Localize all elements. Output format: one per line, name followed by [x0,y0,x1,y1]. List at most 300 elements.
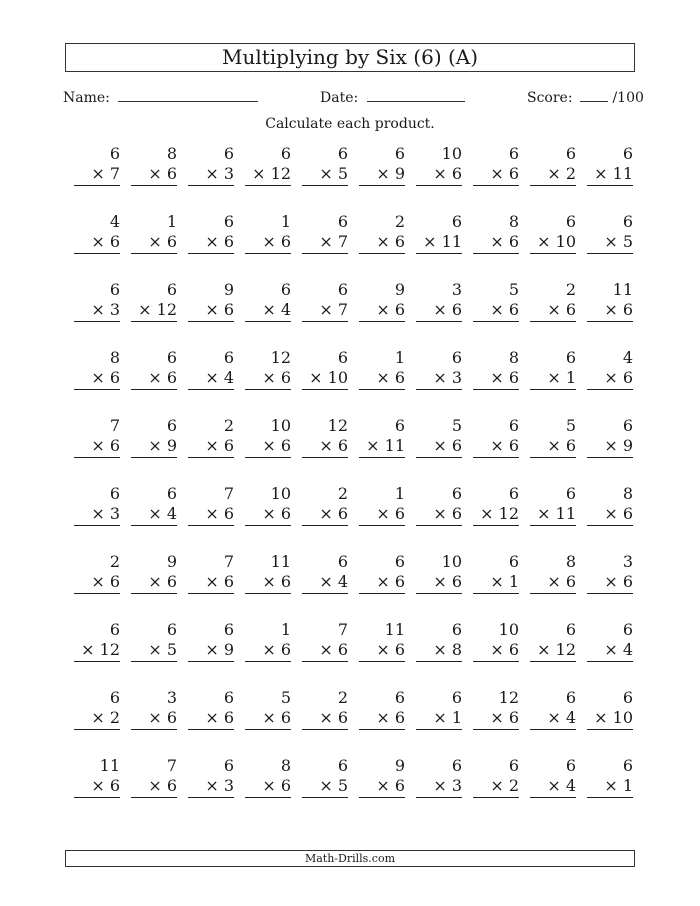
multiplier: × 11 [416,232,462,254]
multiplicand: 2 [223,416,234,435]
name-field [63,87,258,106]
multiplication-problem [587,144,633,186]
problem-row [74,756,633,824]
multiplier: × 6 [416,572,462,594]
multiplication-problem [302,688,348,730]
multiplication-problem [302,552,348,594]
multiplicand: 6 [109,620,120,639]
multiplier: × 1 [473,572,519,594]
multiplicand: 12 [327,416,348,435]
multiplicand: 2 [394,212,405,231]
multiplicand: 6 [223,212,234,231]
multiplication-problem [188,212,234,254]
multiplication-problem [188,144,234,186]
multiplicand: 6 [451,620,462,639]
multiplication-problem [530,212,576,254]
multiplier: × 5 [302,776,348,798]
multiplier: × 12 [74,640,120,662]
multiplication-problem [530,416,576,458]
problem-row [74,484,633,552]
multiplicand: 6 [565,756,576,775]
multiplicand: 10 [441,552,462,571]
multiplicand: 6 [337,552,348,571]
multiplication-problem [245,688,291,730]
multiplicand: 6 [508,756,519,775]
multiplicand: 6 [166,348,177,367]
multiplicand: 8 [280,756,291,775]
multiplicand: 6 [166,484,177,503]
multiplier: × 6 [245,504,291,526]
multiplicand: 6 [109,280,120,299]
multiplicand: 6 [565,348,576,367]
multiplicand: 11 [270,552,291,571]
multiplicand: 6 [223,348,234,367]
problem-row [74,416,633,484]
multiplicand: 6 [109,144,120,163]
multiplication-problem [245,280,291,322]
multiplier: × 2 [473,776,519,798]
multiplication-problem [473,688,519,730]
multiplicand: 2 [337,688,348,707]
multiplier: × 6 [302,640,348,662]
multiplier: × 6 [359,368,405,390]
multiplicand: 6 [622,212,633,231]
multiplier: × 10 [302,368,348,390]
multiplier: × 6 [587,300,633,322]
multiplicand: 3 [166,688,177,707]
multiplication-problem [359,348,405,390]
multiplication-problem [416,416,462,458]
multiplicand: 1 [280,620,291,639]
footer-brand: Math-Drills.com [65,850,635,867]
multiplier: × 1 [416,708,462,730]
multiplier: × 2 [530,164,576,186]
multiplicand: 8 [508,348,519,367]
multiplier: × 10 [530,232,576,254]
multiplicand: 6 [451,688,462,707]
multiplicand: 1 [280,212,291,231]
problem-row [74,688,633,756]
multiplication-problem [302,280,348,322]
multiplicand: 1 [394,348,405,367]
multiplier: × 6 [131,572,177,594]
multiplicand: 10 [270,484,291,503]
multiplier: × 6 [131,708,177,730]
multiplier: × 6 [473,368,519,390]
multiplicand: 10 [270,416,291,435]
multiplicand: 11 [99,756,120,775]
multiplication-problem [473,620,519,662]
multiplier: × 6 [188,300,234,322]
multiplier: × 6 [245,572,291,594]
multiplicand: 6 [394,416,405,435]
score-field [527,87,644,106]
multiplication-problem [530,756,576,798]
multiplication-problem [131,212,177,254]
multiplication-problem [131,620,177,662]
multiplier: × 6 [302,436,348,458]
multiplier: × 9 [587,436,633,458]
multiplicand: 6 [565,620,576,639]
multiplication-problem [131,280,177,322]
multiplication-problem [302,348,348,390]
score-total: /100 [612,90,644,106]
multiplier: × 6 [587,504,633,526]
multiplication-problem [302,144,348,186]
multiplication-problem [359,212,405,254]
multiplier: × 6 [359,232,405,254]
multiplication-problem [131,756,177,798]
multiplication-problem [188,756,234,798]
multiplicand: 6 [451,348,462,367]
problem-row [74,620,633,688]
multiplicand: 3 [622,552,633,571]
multiplicand: 7 [337,620,348,639]
multiplication-problem [416,688,462,730]
multiplicand: 2 [109,552,120,571]
multiplication-problem [74,144,120,186]
multiplicand: 2 [565,280,576,299]
multiplier: × 12 [245,164,291,186]
multiplier: × 6 [131,776,177,798]
multiplier: × 6 [302,504,348,526]
multiplier: × 6 [188,504,234,526]
multiplicand: 6 [337,756,348,775]
multiplier: × 11 [359,436,405,458]
multiplier: × 6 [416,436,462,458]
multiplier: × 4 [302,572,348,594]
multiplication-problem [530,484,576,526]
multiplier: × 5 [302,164,348,186]
problem-row [74,212,633,280]
multiplicand: 6 [565,144,576,163]
multiplicand: 9 [394,280,405,299]
multiplicand: 7 [166,756,177,775]
multiplier: × 11 [530,504,576,526]
multiplication-problem [473,144,519,186]
multiplier: × 2 [74,708,120,730]
multiplier: × 6 [74,572,120,594]
multiplication-problem [587,552,633,594]
multiplicand: 5 [451,416,462,435]
multiplicand: 9 [223,280,234,299]
multiplicand: 6 [508,484,519,503]
multiplication-problem [530,688,576,730]
multiplication-problem [245,348,291,390]
multiplication-problem [530,552,576,594]
multiplication-problem [587,620,633,662]
multiplier: × 1 [530,368,576,390]
multiplication-problem [131,416,177,458]
multiplicand: 6 [451,756,462,775]
multiplication-problem [188,348,234,390]
multiplicand: 9 [166,552,177,571]
worksheet-title: Multiplying by Six (6) (A) [65,43,635,72]
multiplication-problem [74,620,120,662]
multiplier: × 7 [302,300,348,322]
multiplication-problem [473,280,519,322]
multiplication-problem [359,416,405,458]
multiplicand: 12 [498,688,519,707]
multiplier: × 4 [530,776,576,798]
multiplication-problem [245,212,291,254]
multiplication-problem [416,280,462,322]
multiplier: × 6 [359,572,405,594]
multiplicand: 3 [451,280,462,299]
multiplicand: 6 [508,144,519,163]
multiplication-problem [530,280,576,322]
multiplication-problem [587,212,633,254]
name-label: Name: [63,90,110,106]
multiplier: × 3 [416,368,462,390]
multiplier: × 6 [473,708,519,730]
multiplicand: 6 [280,280,291,299]
multiplication-problem [131,348,177,390]
multiplication-problem [473,416,519,458]
multiplier: × 6 [245,368,291,390]
multiplier: × 4 [131,504,177,526]
multiplier: × 12 [530,640,576,662]
problem-grid [74,144,633,824]
multiplier: × 9 [359,164,405,186]
multiplicand: 6 [565,688,576,707]
multiplicand: 6 [622,688,633,707]
date-blank [367,87,465,102]
multiplier: × 6 [530,300,576,322]
multiplier: × 6 [245,436,291,458]
multiplication-problem [131,552,177,594]
multiplication-problem [302,756,348,798]
multiplicand: 5 [565,416,576,435]
multiplicand: 8 [166,144,177,163]
multiplicand: 1 [166,212,177,231]
multiplication-problem [302,416,348,458]
multiplicand: 6 [223,144,234,163]
multiplication-problem [302,620,348,662]
multiplicand: 10 [498,620,519,639]
multiplication-problem [245,552,291,594]
problem-row [74,144,633,212]
multiplier: × 3 [188,776,234,798]
multiplication-problem [416,144,462,186]
multiplication-problem [74,756,120,798]
multiplication-problem [416,552,462,594]
multiplier: × 6 [74,368,120,390]
multiplicand: 7 [223,552,234,571]
name-blank [118,87,258,102]
multiplication-problem [473,756,519,798]
multiplier: × 6 [473,300,519,322]
multiplicand: 6 [394,688,405,707]
multiplicand: 6 [394,144,405,163]
multiplier: × 6 [359,776,405,798]
multiplier: × 5 [131,640,177,662]
multiplication-problem [245,756,291,798]
multiplication-problem [359,144,405,186]
multiplication-problem [473,484,519,526]
multiplicand: 6 [622,144,633,163]
multiplier: × 6 [188,436,234,458]
multiplicand: 8 [565,552,576,571]
multiplier: × 5 [587,232,633,254]
date-label: Date: [320,90,359,106]
multiplicand: 9 [394,756,405,775]
multiplication-problem [74,280,120,322]
multiplication-problem [416,212,462,254]
multiplication-problem [359,280,405,322]
multiplicand: 6 [622,416,633,435]
multiplier: × 4 [530,708,576,730]
multiplication-problem [302,484,348,526]
multiplier: × 4 [587,640,633,662]
multiplier: × 3 [416,776,462,798]
multiplicand: 8 [622,484,633,503]
multiplier: × 12 [131,300,177,322]
multiplier: × 6 [74,776,120,798]
multiplier: × 6 [188,232,234,254]
multiplicand: 11 [612,280,633,299]
problem-row [74,348,633,416]
multiplication-problem [473,552,519,594]
multiplication-problem [74,552,120,594]
multiplication-problem [587,280,633,322]
multiplication-problem [359,484,405,526]
multiplier: × 6 [302,708,348,730]
multiplier: × 9 [188,640,234,662]
multiplier: × 6 [473,640,519,662]
multiplication-problem [302,212,348,254]
multiplier: × 6 [131,164,177,186]
multiplier: × 6 [188,708,234,730]
multiplication-problem [74,348,120,390]
multiplicand: 6 [337,144,348,163]
multiplicand: 6 [166,416,177,435]
multiplication-problem [131,688,177,730]
multiplier: × 6 [473,164,519,186]
multiplier: × 10 [587,708,633,730]
multiplier: × 6 [473,436,519,458]
problem-row [74,552,633,620]
multiplication-problem [473,212,519,254]
multiplier: × 6 [131,368,177,390]
multiplication-problem [359,620,405,662]
multiplier: × 6 [473,232,519,254]
multiplier: × 6 [416,300,462,322]
score-blank [580,87,608,102]
multiplicand: 7 [109,416,120,435]
multiplication-problem [188,416,234,458]
multiplier: × 6 [416,504,462,526]
multiplier: × 6 [416,164,462,186]
multiplication-problem [530,620,576,662]
multiplication-problem [131,484,177,526]
info-row [0,87,700,109]
multiplier: × 6 [131,232,177,254]
multiplication-problem [188,484,234,526]
multiplicand: 11 [384,620,405,639]
multiplier: × 11 [587,164,633,186]
multiplicand: 6 [622,756,633,775]
multiplier: × 3 [74,300,120,322]
multiplication-problem [416,620,462,662]
multiplication-problem [587,484,633,526]
multiplicand: 6 [337,348,348,367]
multiplication-problem [131,144,177,186]
multiplicand: 12 [270,348,291,367]
multiplicand: 6 [565,484,576,503]
multiplier: × 6 [359,708,405,730]
multiplier: × 6 [245,232,291,254]
multiplicand: 6 [223,620,234,639]
multiplicand: 1 [394,484,405,503]
multiplier: × 6 [530,572,576,594]
multiplication-problem [359,756,405,798]
multiplier: × 6 [74,436,120,458]
multiplication-problem [188,688,234,730]
multiplication-problem [359,552,405,594]
multiplicand: 6 [451,484,462,503]
multiplicand: 5 [508,280,519,299]
multiplicand: 6 [337,280,348,299]
multiplier: × 6 [74,232,120,254]
multiplication-problem [587,688,633,730]
multiplier: × 6 [188,572,234,594]
multiplier: × 12 [473,504,519,526]
multiplier: × 7 [74,164,120,186]
multiplication-problem [587,348,633,390]
multiplication-problem [188,620,234,662]
multiplication-problem [74,416,120,458]
multiplication-problem [587,416,633,458]
multiplier: × 1 [587,776,633,798]
multiplier: × 6 [530,436,576,458]
multiplicand: 6 [508,416,519,435]
multiplication-problem [530,348,576,390]
multiplicand: 6 [223,688,234,707]
multiplication-problem [245,144,291,186]
multiplicand: 8 [109,348,120,367]
multiplier: × 6 [359,640,405,662]
multiplicand: 4 [109,212,120,231]
multiplier: × 6 [245,776,291,798]
score-label: Score: [527,90,573,106]
multiplicand: 6 [337,212,348,231]
multiplication-problem [74,212,120,254]
multiplication-problem [359,688,405,730]
multiplier: × 3 [74,504,120,526]
multiplicand: 8 [508,212,519,231]
date-field [320,87,465,106]
multiplicand: 6 [166,620,177,639]
multiplicand: 6 [451,212,462,231]
multiplication-problem [416,348,462,390]
multiplication-problem [245,620,291,662]
instruction-text: Calculate each product. [265,116,435,132]
multiplier: × 6 [359,504,405,526]
multiplicand: 6 [223,756,234,775]
multiplicand: 6 [166,280,177,299]
multiplication-problem [74,688,120,730]
multiplier: × 6 [587,572,633,594]
multiplicand: 10 [441,144,462,163]
multiplication-problem [473,348,519,390]
multiplication-problem [587,756,633,798]
multiplication-problem [188,280,234,322]
multiplier: × 4 [188,368,234,390]
multiplier: × 6 [587,368,633,390]
multiplicand: 4 [622,348,633,367]
multiplier: × 7 [302,232,348,254]
